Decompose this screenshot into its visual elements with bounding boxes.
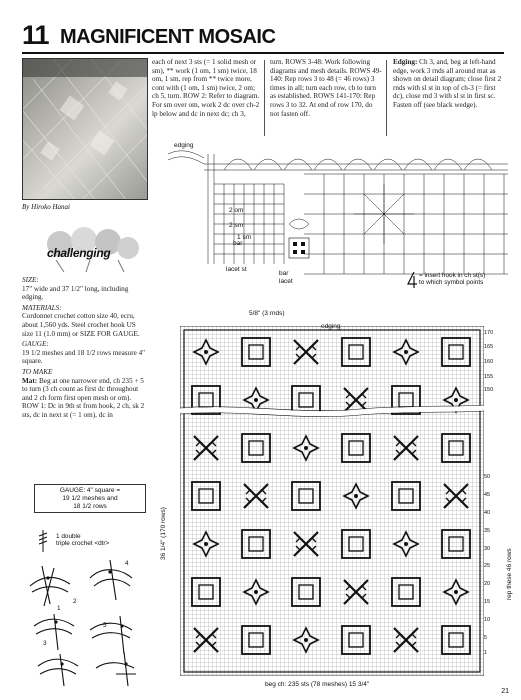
detail-1-label: 1	[237, 234, 241, 241]
materials-label: MATERIALS:	[22, 303, 62, 312]
step-label-1: 1	[57, 605, 61, 612]
insert-hook-line1: = insert hook in ch st(s)	[419, 272, 486, 279]
dtr-label-line2: triple crochet <dtr>	[56, 540, 110, 548]
beginning-chain-label: beg ch: 235 sts (78 meshes) 15 3/4"	[265, 681, 370, 688]
designer-byline: By Hiroko Hanai	[22, 203, 70, 211]
insert-hook-symbol	[405, 270, 419, 295]
row-tick-label: 10	[484, 617, 491, 623]
row-tick-label: 160	[484, 359, 494, 365]
detail-lacet-st-label: lacet st	[226, 266, 247, 273]
gauge-text: 19 1/2 meshes and 18 1/2 rows measure 4" square.	[22, 348, 146, 366]
instructions-column-3: turn. ROWS 3-48: Work following diagrams and mesh details. ROWS 49-140: Rep rows 3 to 48 (= 46 rows) 3 times in all; turn each row, ch to turn as established. ROWS 141-170: Rep rows 3 to 32. At end of row 170, do not fasten off.	[270, 58, 382, 118]
row-tick-label: 165	[484, 344, 494, 350]
row-tick-label: 45	[484, 492, 491, 498]
detail-sm-label: sm	[242, 234, 252, 241]
row-tick-label: 50	[484, 474, 491, 480]
step-label-2: 2	[73, 598, 77, 605]
mat-text: Beg at one narrower end, ch 235 + 5 to turn (3 ch count as first dc throughout and 2 ch form first open mesh or om). ROW 1: Dc in 9th st from hook, 2 ch, sk 2 sts, dc in next st (= 1 om), dc in	[22, 376, 145, 419]
dtr-step-illustration	[24, 556, 150, 695]
tomake-label: TO MAKE	[22, 367, 53, 376]
insert-hook-legend	[419, 272, 485, 286]
instructions-column-4	[393, 58, 505, 110]
chart-height-label: 36 1/4" (170 rows)	[160, 507, 167, 560]
dtr-symbol	[36, 528, 50, 559]
dtr-label-line1: 1 double	[56, 533, 81, 540]
row-tick-label: 35	[484, 528, 491, 534]
step-label-5: 5	[103, 622, 107, 629]
size-text: 17" wide and 37 1/2" long, including edging.	[22, 284, 129, 302]
column-divider	[386, 60, 387, 136]
detail-2om-label: 2 om	[229, 207, 244, 214]
size-label: SIZE:	[22, 276, 39, 284]
detail-bar2-label: bar	[279, 270, 289, 277]
column-divider	[264, 60, 265, 136]
gauge-box	[34, 484, 146, 513]
detail-bar-label: bar	[233, 240, 243, 247]
header-divider	[22, 52, 504, 54]
row-tick-label: 15	[484, 599, 491, 605]
row-tick-label: 155	[484, 374, 494, 380]
detail-2sm-label: 2 sm	[229, 222, 244, 229]
detail-lacet2-label: lacet	[279, 278, 293, 285]
page-number: 21	[501, 688, 509, 695]
project-photo	[22, 58, 148, 200]
gauge-box-line2: 19 1/2 meshes and	[62, 494, 118, 502]
gauge-label: GAUGE:	[22, 340, 49, 349]
insert-hook-line2: to which symbol points	[419, 279, 484, 287]
row-tick-label: 1	[484, 650, 488, 656]
repeat-rows-label: rep these 46 rows	[506, 548, 513, 600]
row-tick-label: 20	[484, 581, 491, 587]
row-tick-label: 25	[484, 563, 491, 569]
difficulty-label: challenging	[47, 246, 111, 260]
materials-text: Cordonnet crochet cotton size 40, ecru, about 1,560 yds. Steel crochet hook US size 11 (1.0 mm) or SIZE FOR GAUGE.	[22, 312, 140, 338]
mat-label: Mat:	[22, 376, 38, 385]
edging-label: Edging:	[393, 58, 418, 66]
row-tick-label: 5	[484, 635, 488, 641]
pattern-number: 11	[22, 20, 49, 50]
dtr-label	[56, 533, 109, 547]
instructions-column-2: each of next 3 sts (= 1 solid mesh or sm), ** work (1 om, 1 sm) twice, 18 om, 1 sm, rep from ** twice more, cont with (1 om, 1 sm) twice, 2 om; ch 5, turn. ROW 2: Refer to diagram. For sm over om, work 2 dc over ch-2 lp below and dc in next dc; ch 3,	[152, 58, 260, 118]
edging-width-label: 5/8" (3 rnds)	[249, 310, 285, 317]
gauge-box-line1: GAUGE: 4" square =	[59, 487, 121, 494]
row-tick-label: 170	[484, 330, 494, 336]
detail-edging-label: edging	[174, 142, 194, 149]
row-tick-label: 150	[484, 387, 494, 393]
row-tick-label: 40	[484, 510, 491, 516]
step-label-4: 4	[125, 560, 129, 567]
page-title: MAGNIFICENT MOSAIC	[60, 26, 276, 48]
filet-chart	[180, 326, 484, 681]
edging-text: Ch 3, and, beg at left-hand edge, work 3 rnds all around mat as shown on detail diagram; close first 2 rnds with sl st in top of ch-3 (= first dc), close rnd 3 with sl st in first sc. Fasten off (see black wedge).	[393, 58, 502, 109]
left-column-text	[22, 276, 146, 422]
row-tick-label: 30	[484, 546, 491, 552]
step-label-3: 3	[43, 640, 47, 647]
gauge-box-line3: 18 1/2 rows	[73, 502, 107, 510]
